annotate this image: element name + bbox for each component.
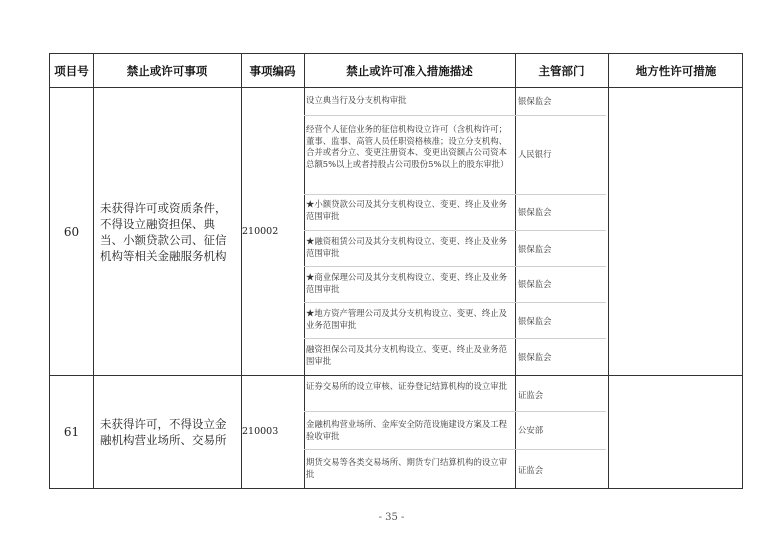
measure-dept: 公安部 <box>518 425 544 435</box>
col-divider <box>93 54 94 488</box>
measure-divider <box>304 449 606 450</box>
header-code: 事项编码 <box>249 64 296 78</box>
measure-desc: ★地方资产管理公司及其分支机构设立、变更、终止及业务范围审批 <box>306 308 507 330</box>
measure-dept: 银保监会 <box>518 316 552 326</box>
measure-divider <box>304 194 606 195</box>
header-item-number: 项目号 <box>54 64 89 78</box>
measure-divider <box>304 266 606 267</box>
row-code: 210003 <box>242 426 279 437</box>
row-item: 未获得许可或资质条件，不得设立融资担保、典当、小额贷款公司、征信机构等相关金融服务机构 <box>100 200 227 263</box>
measure-dept: 证监会 <box>518 465 544 475</box>
header-item: 禁止或许可事项 <box>126 64 208 78</box>
header-local-measure: 地方性许可措施 <box>635 64 717 78</box>
col-divider <box>515 54 516 488</box>
row-code: 210002 <box>242 225 279 237</box>
measure-desc: 金融机构营业场所、金库安全防范设施建设方案及工程验收审批 <box>306 419 507 441</box>
col-divider <box>304 54 305 488</box>
measure-divider <box>304 302 606 303</box>
measure-divider <box>304 411 606 412</box>
permit-table <box>49 53 743 489</box>
measure-dept: 银保监会 <box>518 207 552 217</box>
row-number: 61 <box>63 425 80 439</box>
measure-divider <box>304 115 606 116</box>
measure-dept: 银保监会 <box>518 279 552 289</box>
measure-dept: 银保监会 <box>518 352 552 362</box>
row-number: 60 <box>63 224 80 239</box>
col-divider <box>608 54 609 488</box>
measure-desc: ★商业保理公司及其分支机构设立、变更、终止及业务范围审批 <box>306 272 507 294</box>
measure-desc: ★融资租赁公司及其分支机构设立、变更、终止及业务范围审批 <box>306 236 507 258</box>
page-number: - 35 - <box>378 512 405 523</box>
measure-desc: ★小额贷款公司及其分支机构设立、变更、终止及业务范围审批 <box>306 199 507 221</box>
measure-dept: 人民银行 <box>518 149 552 159</box>
measure-dept: 证监会 <box>518 390 544 400</box>
measure-desc: 证券交易所的设立审核、证券登记结算机构的设立审批 <box>306 381 507 391</box>
row-item: 未获得许可，不得设立金融机构营业场所、交易所 <box>100 417 227 447</box>
measure-desc: 期货交易等各类交易场所、期货专门结算机构的设立审批 <box>306 457 507 479</box>
measure-divider <box>304 338 606 339</box>
header-measure: 禁止或许可准入措施描述 <box>346 64 473 78</box>
measure-desc: 设立典当行及分支机构审批 <box>306 95 407 105</box>
measure-desc: 经营个人征信业务的征信机构设立许可（含机构许可；董事、监事、高管人员任职资格核准；设立分支机构、合并或者分立、变更注册资本、变更出资额占公司资本总额5%以上或者持股占公司股份5%以上的股东审批） <box>306 124 509 169</box>
measure-dept: 银保监会 <box>518 96 552 106</box>
measure-desc: 融资担保公司及其分支机构设立、变更、终止及业务范围审批 <box>306 344 507 366</box>
measure-dept: 银保监会 <box>518 244 552 254</box>
measure-divider <box>304 230 606 231</box>
header-department: 主管部门 <box>538 64 585 78</box>
